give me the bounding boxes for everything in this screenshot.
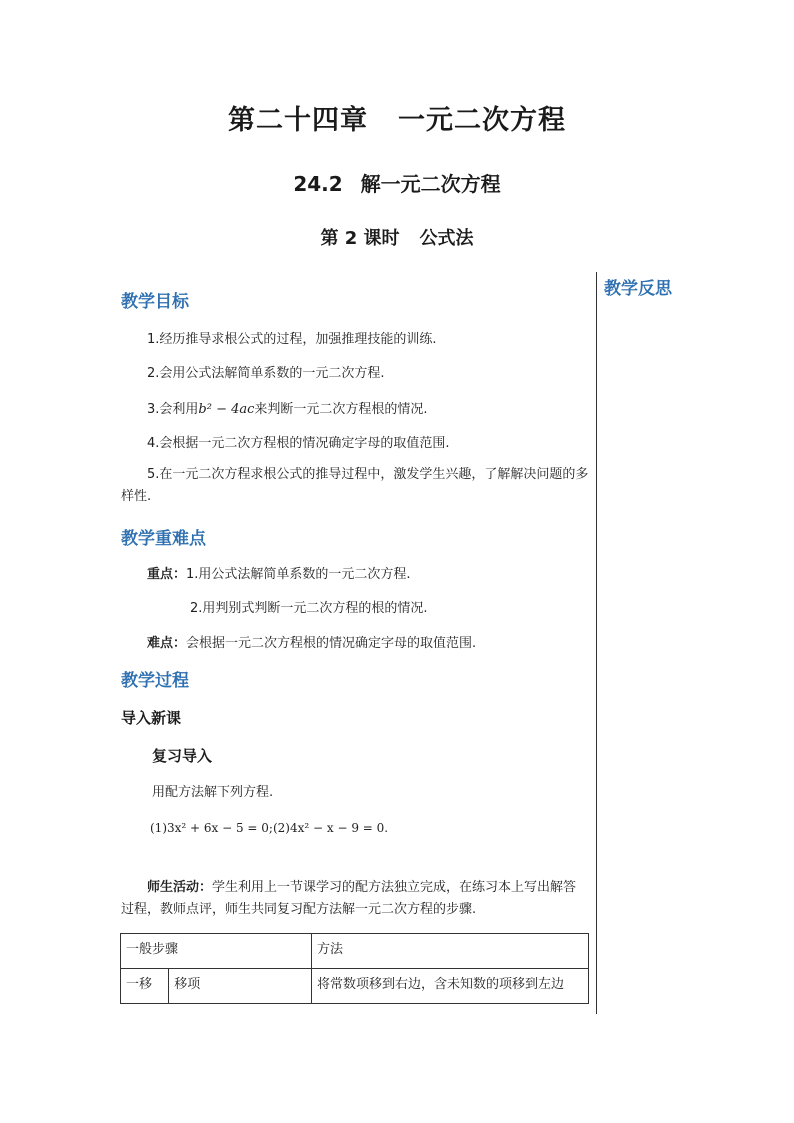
column-divider [596, 272, 597, 1014]
review-heading: 复习导入 [152, 747, 213, 765]
chapter-title [0, 98, 794, 137]
exercise-instruction: 用配方法解下列方程. [152, 785, 274, 800]
key-point-1-text: 1.用公式法解简单系数的一元二次方程. [186, 567, 411, 582]
difficulty-point [147, 632, 476, 651]
key-point-1 [147, 563, 411, 582]
steps-table [120, 933, 589, 1004]
chapter-number: 第二十四章 [228, 105, 368, 136]
header-method-cell: 方法 [312, 934, 589, 969]
lesson-name: 公式法 [419, 228, 474, 249]
objective-item-3 [147, 398, 428, 417]
objective-item-5: 5.在一元二次方程求根公式的推导过程中，激发学生兴趣，了解解决问题的多样性. [121, 467, 589, 504]
section-title [0, 168, 794, 197]
objective-item-1: 1.经历推导求根公式的过程，加强推理技能的训练. [147, 332, 437, 347]
activity-label: 师生活动： [147, 880, 213, 895]
lesson-number: 第 2 课时 [320, 228, 400, 249]
intro-heading: 导入新课 [121, 709, 182, 727]
table-header-row [121, 934, 589, 969]
objectives-heading: 教学目标 [121, 292, 189, 312]
step-name-cell: 移项 [169, 969, 312, 1004]
objective-item-3-prefix: 3.会利用 [147, 402, 199, 417]
section-number: 24.2 [293, 172, 343, 196]
objective-item-2: 2.会用公式法解简单系数的一元二次方程. [147, 366, 385, 381]
reflection-heading: 教学反思 [604, 279, 672, 299]
lesson-title [0, 224, 794, 250]
key-points-heading: 教学重难点 [121, 529, 206, 549]
table-row [121, 969, 589, 1004]
objective-item-4: 4.会根据一元二次方程根的情况确定字母的取值范围. [147, 436, 450, 451]
step-method-cell: 将常数项移到右边，含未知数的项移到左边 [312, 969, 589, 1004]
objective-item-3-suffix: 来判断一元二次方程根的情况. [254, 402, 428, 417]
activity-paragraph [121, 877, 589, 921]
key-point-label: 重点： [147, 567, 187, 582]
section-name: 解一元二次方程 [360, 172, 501, 196]
key-point-2: 2.用判别式判断一元二次方程的根的情况. [190, 601, 428, 616]
difficulty-label: 难点： [147, 636, 187, 651]
process-heading: 教学过程 [121, 671, 189, 691]
difficulty-text: 会根据一元二次方程根的情况确定字母的取值范围. [186, 636, 477, 651]
activity-text: 学生利用上一节课学习的配方法独立完成，在练习本上写出解答过程，教师点评，师生共同复习配方法解一元二次方程的步骤. [121, 880, 577, 917]
header-steps-cell: 一般步骤 [121, 934, 312, 969]
exercise-equations: (1)3x² + 6x − 5 = 0;(2)4x² − x − 9 = 0. [150, 821, 389, 835]
step-number-cell: 一移 [121, 969, 169, 1004]
discriminant-formula: b² − 4ac [198, 402, 255, 417]
chapter-name: 一元二次方程 [398, 105, 566, 136]
